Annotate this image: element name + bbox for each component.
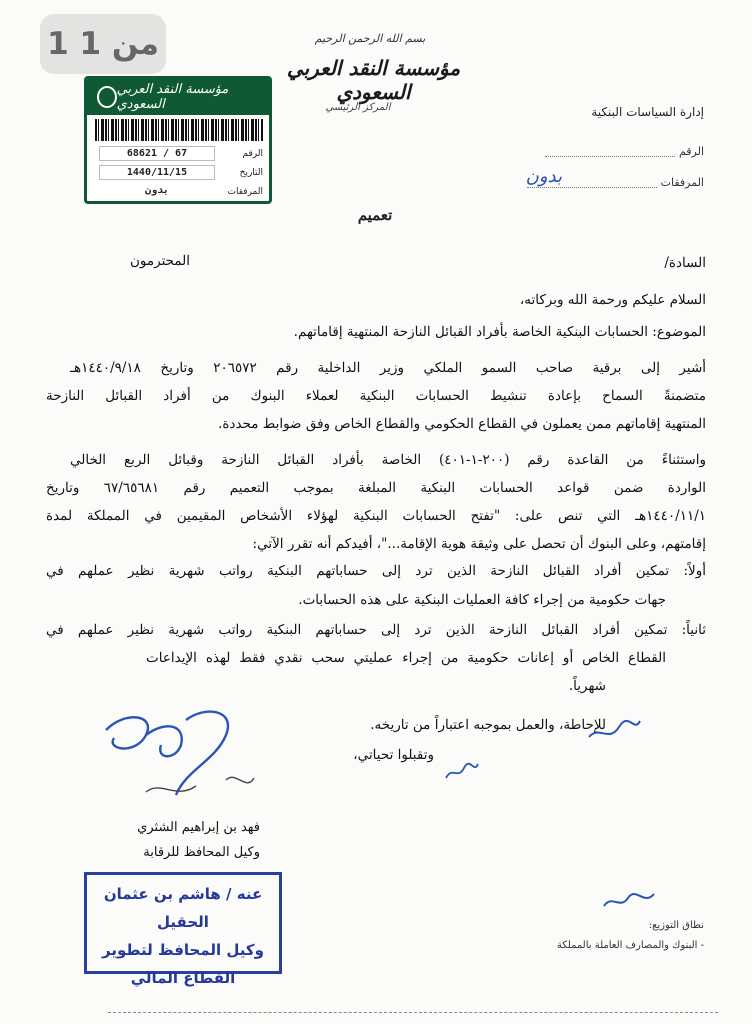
distribution-item: - البنوك والمصارف العاملة بالمملكة — [556, 940, 704, 951]
institution-logo: مؤسسة النقد العربي السعودي — [286, 56, 461, 104]
para2-line: ١٤٤٠/١١/١هـ التي تنص على: "تفتح الحسابات البنكية لهؤلاء الأشخاص المقيمين في المملكة لمدة — [46, 508, 706, 524]
stamp-attachments-row — [95, 183, 263, 200]
initial-signature-icon — [584, 715, 644, 745]
stamp-number-label: الرقم — [242, 148, 263, 159]
delegation-stamp-line: وكيل المحافظ لتطوير — [102, 941, 264, 959]
registry-stamp — [84, 76, 272, 204]
number-label: الرقم — [678, 145, 704, 158]
barcode-icon — [95, 119, 263, 141]
item1-line: جهات حكومية من إجراء كافة العمليات البنكية على هذه الحسابات. — [298, 592, 666, 608]
signer-name: فهد بن إبراهيم الشثري — [137, 820, 260, 835]
number-dotted-line — [545, 147, 675, 157]
initial-mark-icon — [442, 760, 482, 784]
page-counter: 1 من 1 — [40, 14, 166, 74]
stamp-date-label: التاريخ — [239, 167, 263, 178]
signer-title: وكيل المحافظ للرقابة — [143, 845, 260, 860]
stamp-institution: مؤسسة النقد العربي السعودي — [116, 82, 229, 112]
recipient-label: السادة/ — [664, 255, 706, 271]
handwritten-attachments: بدون — [525, 166, 562, 187]
stamp-attachments-label: المرفقات — [227, 186, 263, 197]
stamp-date-value: 1440/11/15 — [99, 165, 215, 180]
stamp-number-row — [95, 145, 263, 162]
respected-label: المحترمون — [130, 253, 191, 269]
subject-line: الموضوع: الحسابات البنكية الخاصة بأفراد القبائل النازحة المنتهية إقاماتهم. — [293, 324, 706, 340]
item2-line: القطاع الخاص أو إعانات حكومية من إجراء عمليتي سحب نقدي فقط لهذه الإيداعات — [146, 650, 666, 666]
stamp-date-row — [95, 164, 263, 181]
department-label: إدارة السياسات البنكية — [591, 105, 704, 119]
regards-line: وتقبلوا تحياتي، — [353, 747, 434, 763]
item2-line: شهرياً. — [568, 678, 606, 694]
para1-line: متضمنةً السماح بإعادة تنشيط الحسابات البنكية لعملاء البنوك من أفراد القبائل النازحة — [46, 388, 706, 404]
signature-icon — [86, 700, 256, 810]
headquarters-label: المركز الرئيسي — [325, 102, 391, 113]
item1-line: أولاً: تمكين أفراد القبائل النازحة الذين ترد إلى حساباتهم البنكية رواتب شهرية نظير عملهم في — [46, 563, 706, 579]
para2-line: واستثناءً من القاعدة رقم (٢٠٠-١-٤٠١) الخاصة بأفراد القبائل النازحة وقبائل الربع الخالي — [70, 452, 706, 468]
delegation-stamp-line: القطاع المالي — [130, 969, 236, 987]
footer-divider — [108, 1012, 718, 1022]
delegation-stamp — [84, 872, 282, 987]
stamp-header — [87, 79, 269, 115]
greeting: السلام عليكم ورحمة الله وبركاته، — [519, 292, 706, 308]
bismillah: بسم الله الرحمن الرحيم — [314, 32, 426, 45]
item2-line: ثانياً: تمكين أفراد القبائل النازحة الذين ترد إلى حساباتهم البنكية رواتب شهرية نظير عملهم في — [46, 622, 706, 638]
attachments-label: المرفقات — [660, 176, 704, 189]
number-row — [545, 145, 704, 158]
stamp-attachments-value: بدون — [144, 185, 170, 196]
para1-line: أشير إلى برقية صاحب السمو الملكي وزير الداخلية رقم ٢٠٦٥٧٢ وتاريخ ١٤٤٠/٩/١٨هـ — [70, 360, 706, 376]
emblem-icon — [97, 86, 117, 108]
stamp-number-value: 68621 / 67 — [99, 146, 215, 161]
distribution-heading: نطاق التوزيع: — [648, 920, 704, 931]
para2-line: إقامتهم، وعلى البنوك أن تحصل على وثيقة هوية الإقامة..."، أفيدكم أنه تقرر الآتي: — [252, 536, 706, 552]
closing-line: للإحاطة، والعمل بموجبه اعتباراً من تاريخه. — [370, 717, 606, 733]
document-title: تعميم — [357, 206, 393, 224]
distribution-signature-icon — [600, 888, 660, 914]
delegation-stamp-line: عنه / هاشم بن عثمان الحقيل — [103, 885, 263, 931]
para2-line: الواردة ضمن قواعد الحسابات البنكية المبلغة بموجب التعميم رقم ٦٧/٦٥٦٨١ وتاريخ — [46, 480, 706, 496]
para1-line: المنتهية إقاماتهم ممن يعملون في القطاع الحكومي والقطاع الخاص وفق ضوابط محددة. — [218, 416, 706, 432]
